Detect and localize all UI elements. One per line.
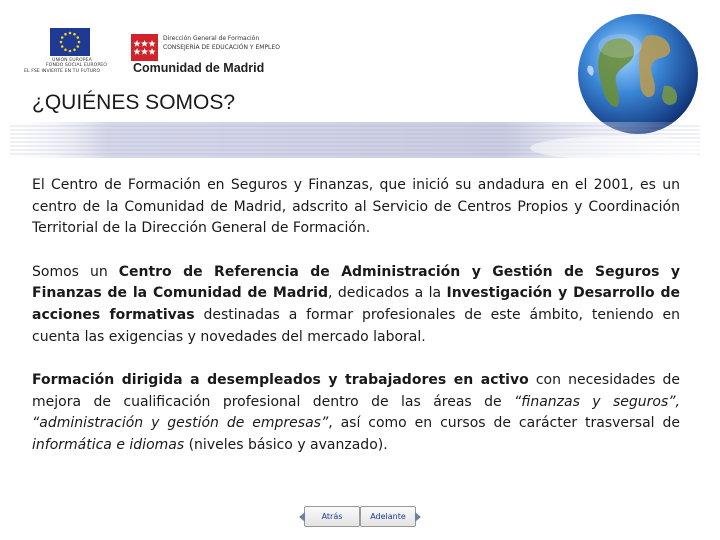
madrid-stars-icon — [131, 34, 158, 61]
eu-line-2: FONDO SOCIAL EUROPEO — [46, 63, 107, 69]
page-title: ¿QUIÉNES SOMOS? — [32, 91, 236, 114]
p3-text-1: con necesidades de mejora de cualificación profesional dentro de las áreas de — [32, 372, 680, 410]
comunidad-madrid-logo — [131, 34, 301, 78]
p3-bold-1: Formación dirigida a desempleados y trabajadores en activo — [32, 372, 529, 389]
cm-subtitle-2: CONSEJERÍA DE EDUCACIÓN Y EMPLEO — [163, 44, 280, 51]
paragraph-reference — [32, 262, 680, 348]
cm-subtitle-1: Dirección General de Formación — [163, 35, 260, 42]
eu-line-3: EL FSE INVIERTE EN TU FUTURO — [24, 68, 101, 74]
p2-bold-2: Investigación y Desarrollo de acciones formativas — [32, 285, 680, 323]
eu-line-1: UNIÓN EUROPEA — [52, 58, 92, 63]
main-content — [32, 175, 680, 479]
eu-flag-icon — [50, 28, 90, 56]
p3-text-2: , así como en cursos de carácter trasversal de — [328, 415, 680, 432]
eu-logo-text — [24, 58, 119, 74]
paragraph-intro: El Centro de Formación en Seguros y Finanzas, que inició su andadura en el 2001, es un centro de la Comunidad de Madrid, adscrito al Servicio de Centros Propios y Coordinación Territorial de la Dirección General de Formación. — [32, 177, 680, 237]
p2-text-3: destinadas a formar profesionales de este ámbito, teniendo en cuenta las exigencias y novedades del mercado laboral. — [32, 306, 680, 345]
p2-text-2: , dedicados a la — [328, 285, 447, 302]
p2-bold-1: Centro de Referencia de Administración y Gestión de Seguros y Finanzas de la Comunidad de Madrid — [32, 263, 680, 302]
decorative-banner — [0, 118, 720, 162]
paragraph-training — [32, 370, 680, 456]
p2-text-1: Somos un — [32, 263, 119, 280]
eu-logo — [24, 28, 119, 80]
p3-italic-2: informática e idiomas — [32, 436, 185, 453]
back-button[interactable]: Atrás — [304, 506, 360, 527]
p3-italic-1: “finanzas y seguros”, “administración y gestión de empresas” — [32, 393, 680, 432]
cm-title: Comunidad de Madrid — [133, 61, 265, 75]
p3-text-3: (niveles básico y avanzado). — [184, 436, 388, 453]
next-button[interactable]: Adelante — [360, 506, 416, 527]
